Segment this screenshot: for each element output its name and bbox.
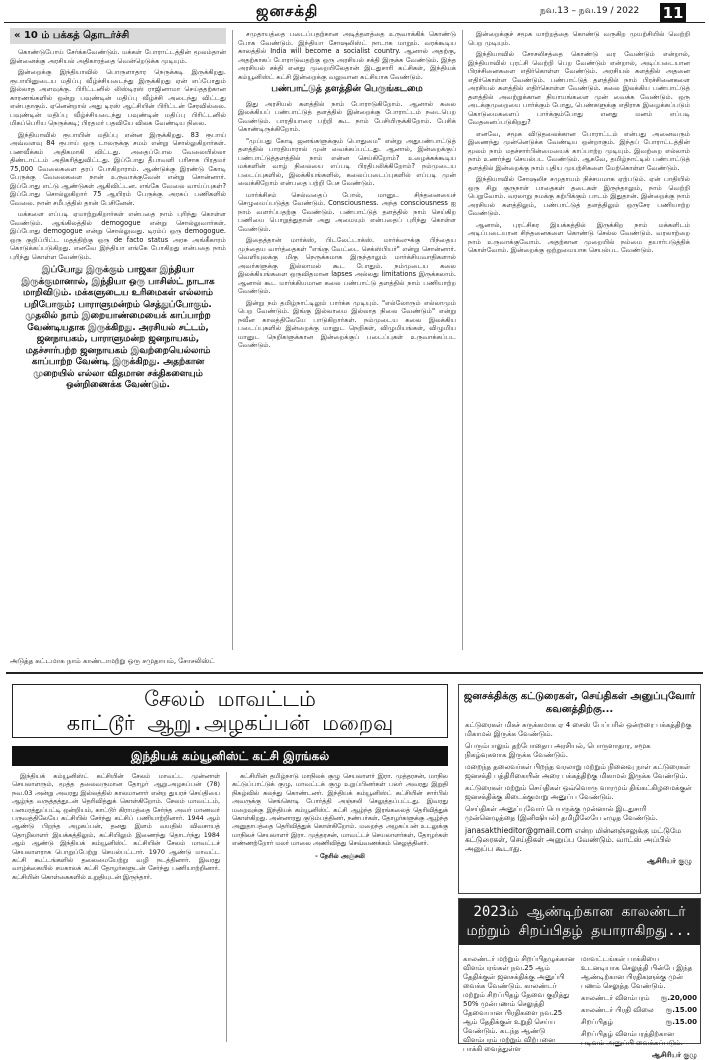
price-row: காலண்டர் பிரதி விலை ரூ.15.00 — [581, 1006, 697, 1014]
notice-item: செய்திகள் அனுப்புவோர் பெயருக்கு முன்னால் இடதுசாரி முன்னெழுத்தை (இனிஷியல்) தமிழிலேயே எழுத வேண்டும். — [465, 805, 658, 822]
notice-title: ஜனசக்திக்கு கட்டுரைகள், செய்திகள் அனுப்புவோர் கவனத்திற்கு... — [463, 691, 696, 715]
article-footer-line: அடுத்த கட்டமாக நாம் காண்டாமற்று ஒரு சமுதாயம், சோசலிஸ்ட் — [10, 657, 215, 665]
calendar-signature: ஆசிரியர் குழு — [651, 1051, 697, 1059]
section-subhead: பண்பாட்டுத் தளத்தின் பெருங்கடமை — [271, 84, 423, 94]
paragraph: இது அரசியல் களத்தில் நாம் போராடுகிறோம். ஆனால் கலை இலக்கியப் பண்பாட்டுத் தளத்தில் இன்றைக்கு போராட்டம் நடைபெற வேண்டும். பாரதியாரை பற்றி கூட நாம் பேசியிருக்கிறோம். பேசிக் கொண்டிருக்கிறோம். — [238, 99, 456, 133]
article-column-1 — [10, 48, 226, 652]
obituary-subheadline: இந்தியக் கம்யூனிஸ்ட் கட்சி இரங்கல் — [12, 746, 448, 766]
paragraph: இன்றைக்கு இந்தியாவில் பொருளாதார நெருக்கடி இருக்கிறது. ரூபாயினுடைய மதிப்பு வீழ்ச்சியடைந்து இருக்கிறது ஏன் எப்போதும் இல்லாத அளவுக்கு. பிரிட்டனில் லிஸ்டிரஸ் ராஜினாமா செய்ததற்கான காரணங்களில் ஒன்று பவுண்டின் மதிப்பு வீழ்ச்சி அடைந்து விட்டது என்பதாகும். ஏனென்றால் அது டிரஸ் ஆட்சியின் பிரிட்டன் சேரவில்லை. பவுண்டின் மதிப்பு வீழ்ச்சியடைந்து பவுண்டின் மதிப்பு பிரிட்டனில் மிகப்பெரிய நெருக்கடி; பிரதமர் பதவியே விலக வேண்டிய நிலை. — [10, 68, 226, 127]
column-divider — [462, 30, 463, 650]
notice-item: பெரும்பாலும் தற்போதைய அரசியல், பொருளாதார, சமூக நிகழ்வுகளாக இருக்க வேண்டும். — [465, 742, 651, 759]
header-rule — [4, 22, 705, 23]
contributor-notice-box — [458, 684, 701, 894]
highlight-quote: இப்போது இருக்கும் பாஜகா இந்தியா இருக்குமானால், இந்தியா ஒரு பாசிஸ்ட் நாடாக மாறிவிடும். மக்களுடைய உரிமைகள் எல்லாம் பறிபோகும்; பாராளுமன்றம் செத்துப்போகும். முதலில் நாம் இறையாண்மையைக் காப்பாற்ற வேண்டியதாக இருக்கிறது. அரசியல் சட்டம், ஜனநாயகம், பாராளுமன்ற ஜனநாயகம், மதச்சார்பற்ற ஜனநாயகம் இவற்றையெல்லாம் காப்பாற்ற வேண்டி இருக்கிறது. அதற்கான முறையில் எல்லா விதமான சக்திகளையும் ஒன்றிணைக்க வேண்டும். — [21, 265, 215, 390]
paragraph: ஆனால், புரட்சிகர இயக்கத்தில் இருக்கிற நாம் மக்களிடம் அடிப்படையான சிந்தனைகளை கொண்டு செல்ல வேண்டும். வரலாற்றை நாம் உருவாக்குவோம். அதற்கான முறையில் நம்மை தயார்படுத்திக் கொள்வோம். இன்றைக்கு ஒற்றுமையாக செயல்பட வேண்டும். — [468, 220, 690, 254]
paragraph: மார்க்சிசம் செல்வதைப் போல், மானுட சிந்தனையைச் செழுமைப்படுத்த வேண்டும். Consciousness. அந்த consciousness ஐ நாம் வளர்ப்பதற்கு வேண்டும். பண்பாட்டுத் தளத்தில் நாம் செய்கிற பணியை பொறுத்துதான் அது அமையும் என்பதைப் புரிந்து கொள்ள வேண்டும். — [238, 190, 456, 233]
notice-email-line: janasakthieditor@gmail.com என்ற மின்னஞ்சலுக்கு மட்டுமே கட்டுரைகள், செய்திகள் அனுப்ப வேண்டும். வாட்ஸ் அப்பில் அனுப்ப கூடாது. — [465, 826, 682, 853]
issue-dates: நவ.13 – நவ.19 / 2022 — [540, 6, 640, 16]
double-arrow-icon: « — [14, 30, 24, 41]
obituary-column-2 — [232, 772, 448, 1044]
paragraph: இந்தியாவில் சோசலிசத்தை கொண்டு வர வேண்டும் என்றால், இந்தியாவில் புரட்சி வெற்றி பெற வேண்டும் என்றால், அடிப்படையான பிரச்சினைகளை எதிர்கொள்ள வேண்டும். அரசியல் களத்தில் அதனை எதிர்கொள்ள வேண்டும். பண்பாட்டுத் தளத்தில் நாம் பிரச்சினைகளை அரசியல் களத்தில் எதிர்கொள்ள வேண்டும். கலை இலக்கிய பண்பாட்டுத் தளத்தில் அவற்றுக்கான நியாயங்களை முன் வைக்க வேண்டும். ஒரு அடக்குமுறையை பார்க்கும் போது, பெண்களுக்கு எதிராக இழைக்கப்படும் கொடுமைகளைப் பார்க்கும்போது எனது மனம் எப்படி வேதனைப்படுகிறது? — [468, 50, 690, 126]
obituary-signer: - நேரில் அஞ்சலி — [315, 851, 365, 860]
notice-item: மறைந்த தலைவர்கள் பிறந்த வரலாறு மற்றும் நினைவு நாள் கட்டுரைகள் ஜனசக்தி பத்திரிகையின் அரை பக்கத்திற்கு மிகாமல் இருக்க வேண்டும். — [465, 763, 691, 780]
notice-item: கட்டுரைகள் மிகச் சுருக்கமாக ஏ 4 சைஸ் பேப்பரில் ஒன்றரை பக்கத்திற்கு மிகாமல் இருக்க வேண்டும். — [465, 721, 692, 738]
paragraph: இன்று நம் தமிழ்நாட்டிலும் பார்க்க முடியும். "எல்லோரும் எல்லாமும் பெற வேண்டும். இங்கு இல்லாமை இல்லாத நிலை வேண்டும்" என்று நவீன காலத்திலேயே பாடுகிறார்கள். நம்முடைய கலை இலக்கிய படைப்புகளில் இன்றைக்கு மானுட நெறிகள், விழுமியங்கள், விழுமிய மானுட நெறிகளுக்கான இன்றைக்குப் படைப்புகள் உருவாக்கப்பட வேண்டும். — [238, 298, 456, 349]
paragraph: கொண்டுபோய் சேர்க்கவேண்டும். மக்கள் போராட்டத்தின் மூலம்தான் இன்னைக்கு அரசியல் அதிகாரத்தை வென்றெடுக்க முடியும். — [10, 48, 226, 65]
page-number: 11 — [660, 3, 686, 23]
calendar-right-column — [581, 955, 697, 1060]
notice-signature: ஆசிரியர் குழு — [646, 857, 692, 865]
paragraph: மக்களை எப்படி ஏமாற்றுகிறார்கள் என்பதை நாம் புரிந்து கொள்ள வேண்டும். ஆங்கிலத்தில் demogogue என்று சொல்லுவார்கள். இப்போது demogogue என்று சொல்லுவது. டிரம்ப் ஒரு demogogue. ஒரு குறிப்பிட்ட மதத்திற்கு ஒரு de facto status அரசு அங்கீகாரம் கொடுக்கப்படுகிறது. எனவே இந்தியா எங்கே போகிறது என்பதை நாம் புரிந்து கொள்ள வேண்டும். — [10, 210, 226, 261]
column-divider — [232, 30, 233, 650]
calendar-right-text: மாவட்டங்கள் பாக்கியை உடனடியாக செலுத்தி பின்பே இந்த ஆண்டிற்கான பிரதிகளுக்கு முன் பணம் செலுத்த வேண்டும். — [581, 955, 693, 990]
calendar-announcement-box — [458, 898, 701, 1059]
page-header — [0, 0, 709, 24]
continued-from-label: « 10 ம் பக்கத் தொடர்ச்சி — [10, 28, 226, 44]
paragraph: கட்சியின் தமிழ்நாடு மாநிலக் குழு செயலாளர் இரா. முத்தரசன், மாநில கட்டுப்பாட்டுக் குழு, மாவட்டக் குழு உறுப்பினர்கள் பலர் அவரது இறுதி நிகழ்வில் கலந்து கொண்டனர். இந்தியக் கம்யூனிஸ்ட் கட்சியின் சார்பில் அவருக்கு செங்கொடி போர்த்தி அஞ்சலி செலுத்தப்பட்டது. இவரது மறைவுக்கு இந்தியக் கம்யூனிஸ்ட் கட்சி ஆழ்ந்த இரங்கலைத் தெரிவித்துக் கொள்கிறது. அன்னாரது குடும்பத்தினர், நண்பர்கள், தோழர்களுக்கு ஆழ்ந்த அனுதாபத்தை தெரிவித்துக் கொள்கிறோம். மறைந்த அழகப்பன் உடலுக்கு மாநிலச் செயலாளர் இரா. முத்தரசன், மாவட்டச் செயலாளர்கள், தோழர்கள் எண்ணற்றோர் மலர் மாலை அணிவித்து செவ்வணக்கம் செலுத்தினர். — [232, 772, 448, 848]
calendar-note: சிறப்பிதழ் விளம்பரத்திற்கான படிவம் அனுப்பி வைக்கப்படும். — [581, 1030, 683, 1047]
price-row: சிறப்பிதழ் ரூ.15.00 — [581, 1018, 697, 1026]
article-column-3 — [468, 30, 690, 652]
article-column-2 — [238, 30, 456, 652]
paragraph: சமுதாயத்தை படைப்பதற்கான அடித்தளத்தை உருவாக்கிக் கொண்டு போக வேண்டும். இந்தியா சோஷலிஸ்ட் நாடாக மாறும். வரக்கூடிய காலத்தில் India will become a socialist country. ஆனால் அதற்கு, அதற்காகப் போராடுவதற்கு ஒரு அரசியல் சக்தி இருக்க வேண்டும். இந்த அரசியல் சக்தி எனது முறையிலேதான் இடதுசாரி கட்சிகள், இந்தியக் கம்யூனிஸ்ட் கட்சி இன்றைக்கு வலுவான கட்சியாக வேண்டும். — [238, 30, 456, 81]
calendar-title: 2023ம் ஆண்டிற்கான காலண்டர் மற்றும் சிறப்பிதழ் தயாராகிறது... — [459, 899, 700, 945]
price-row: காலண்டர் விளம்பரம் ரூ.20,000 — [581, 994, 697, 1002]
obituary-column-1 — [12, 772, 220, 1044]
notice-item: கட்டுரைகள் மற்றும் செய்திகள் ஒவ்வொரு வாரமும் திங்கட்கிழமைக்குள் ஜனசக்திக்கு கிடைக்குமாறு அனுப்ப வேண்டும். — [465, 784, 692, 801]
paragraph: எனவே, சமூக விடுதலைக்கான போராட்டம் என்பது அனைவரும் இணைந்து முன்னெடுக்க வேண்டிய ஒன்றாகும். இந்தப் போராட்டத்தின் மூலம் நாம் மதச்சார்பின்மையைக் காப்பாற்ற முடியும். இவற்றை எல்லாம் நாம் உணர்ந்து செயல்பட வேண்டும். ஆகவே, தமிழ்நாட்டில் பண்பாட்டுத் தளத்தில் இன்றைக்கு நாம் புதிய முயற்சிகளை மேற்கொள்ள வேண்டும். — [468, 129, 690, 172]
paragraph: "முப்பது கோடி ஜனங்களுக்கும் பொதுமை" என்று அதுபண்பாட்டுத் தளத்தில் பாரதியாரால் முன் வைக்கப்பட்டது. ஆனால், இன்றைக்குப் பண்பாட்டுத்தளத்தில் நாம் என்ன செய்கிறோம்? உழைக்கக்கூடிய மக்களின் வாழ் நிலையை எப்படி பிரதிபலிக்கிறோம்? நம்முடைய படைப்புகளில், இலக்கியங்களில், கலைப்படைப்புகளில் எப்படி முன் வைக்கிறோம் என்பதை பற்றி பேச வேண்டும். — [238, 136, 456, 187]
calendar-left-text: காலண்டர் மற்றும் சிறப்பிதழுக்கான விளம்பரங்கள் நவ.25 ஆம் தேதிக்குள் ஜனசக்திக்கு அனுப்பி வைக்க வேண்டும். காலண்டர் மற்றும் சிறப்பிதழ் தேவை குறித்து 50% முன்பணம் செலுத்தி தேவையான பிரதிகளை நவ.25 ஆம் தேதிக்குள் உறுதி செய்ய வேண்டும். கடந்த ஆண்டு விளம்பரம் மற்றும் விற்பனை பாக்கி வைத்துள்ள — [463, 955, 575, 1053]
paragraph: இந்தியாவில் ரூபாயின் மதிப்பு என்ன இருக்கிறது. 83 ரூபாய் அவ்வளவு 84 ரூபாய் ஒரு டாலருக்கு சமம் என்று சொல்லுகிறார்கள். பணவீக்கம் அதிகமாகி விட்டது. அதைப்போல வேலையில்லா திண்டாட்டம் அதிகரித்துவிட்டது. இப்போது தீபாவளி பரிசாக பிரதமர் 75,000 வேலைகளை தரப் போகிறாராம். ஆண்டுக்கு இரண்டு கோடி பேருக்கு வேலைகளை நான் உருவாக்குவேன் என்று சொன்னார். இப்போது எட்டு ஆண்டுகள் ஆகிவிட்டன. எங்கே வேலை வாய்ப்புகள்? இப்போது சொல்லுகிறார் 75 ஆயிரம் பேருக்கு அரசுப் பணிகளில் வேலை. நான் சமீபத்தில் தான் பேசினேன். — [10, 130, 226, 207]
obituary-headline: சேலம் மாவட்டம் காட்டூர் ஆறு.அழகப்பன் மறைவு — [12, 684, 448, 738]
paragraph: இந்தியாவில் சோஷலிச சமுதாயம் நிச்சயமாக ஏற்படும். ஏன் பாதியில் ஒரு சிறு குருநாள் பாதைகள் தடைகள் இருந்தாலும், நாம் வெற்றி பெறுவோம். வரலாறு நமக்கு கற்பிக்கும் பாடம் இதுதான். இன்றைக்கு நாம் அரசியல் களத்திலும், பண்பாட்டுத் தளத்திலும் ஒருசேர பணியாற்ற வேண்டும். — [468, 175, 690, 217]
paragraph: இன்றைக்குச் சமூக மாற்றத்தை கொண்டு வருகிற முயற்சியில் வெற்றி பெற முடியும். — [468, 30, 690, 47]
column-divider — [226, 772, 227, 1042]
paragraph: இந்தியக் கம்யூனிஸ்ட் கட்சியின் சேலம் மாவட்ட முன்னாள் செயலாளரும், மூத்த தலைவருமான தோழர் ஆறு.அழகப்பன் (78) நவ.03 அன்று அவரது இல்லத்தில் காலமானார் என்ற துயரச் செய்தியை ஆழ்ந்த வருத்தத்துடன் தெரிவித்துக் கொள்கிறோம். சேலம் மாவட்டம், பனமரத்துப்பட்டி ஒன்றியம், காட்டூர் கிராமத்தை சேர்ந்த அவர் மாணவர் பருவத்திலேயே கட்சியில் சேர்ந்து கட்சிப் பணியாற்றினார். 1944 ஆம் ஆண்டு பிறந்த அழகப்பன், தனது இளம் வயதில் விவசாயத் தொழிலாளர் இயக்கத்திலும், கட்சியிலும் இணைந்து தொடர்ந்து 1984 ஆம் ஆண்டு இந்தியக் கம்யூனிஸ்ட் கட்சியின் சேலம் மாவட்டச் செயலாளராக பொறுப்பேற்று செயல்பட்டார். 1970 ஆண்டு மாவட்ட கட்சி கூட்டங்களில் தலைமையேற்று வழி நடத்தினார். இவரது வாழ்க்கையில் சமகாலக் கட்சி தோழர்களுடன் சேர்ந்து பணியாற்றினார். கட்சியின் கொள்கைகளில் உறுதியுடன் இருந்தார். — [12, 772, 220, 881]
paragraph: இதைத்தான் மார்க்ஸ், பிடலேட்டாக்ஸ். மார்க்ஸுக்கு பிந்தைய முந்தைய வார்த்தைகள் "எங்கு வேட்டை செக்ஸ்பியர்" என்று சொன்னார். வெளியுலக்கு மிகு நெருக்கமாக இருந்தாலும் மார்க்சியவாதிகளால் அவர்களுக்கு இல்லாமல் கூட போதும். நம்முடைய கலை இலக்கியங்களை ஒருவிதமான lapses அல்லது limitations இருக்கலாம். ஆனால் கூட மார்க்கியமான கலை பண்பாட்டு தளத்தில் நாம் பணியாற்ற வேண்டும். — [238, 236, 456, 295]
section-rule — [6, 672, 703, 674]
masthead: ஜனசக்தி — [256, 2, 319, 20]
